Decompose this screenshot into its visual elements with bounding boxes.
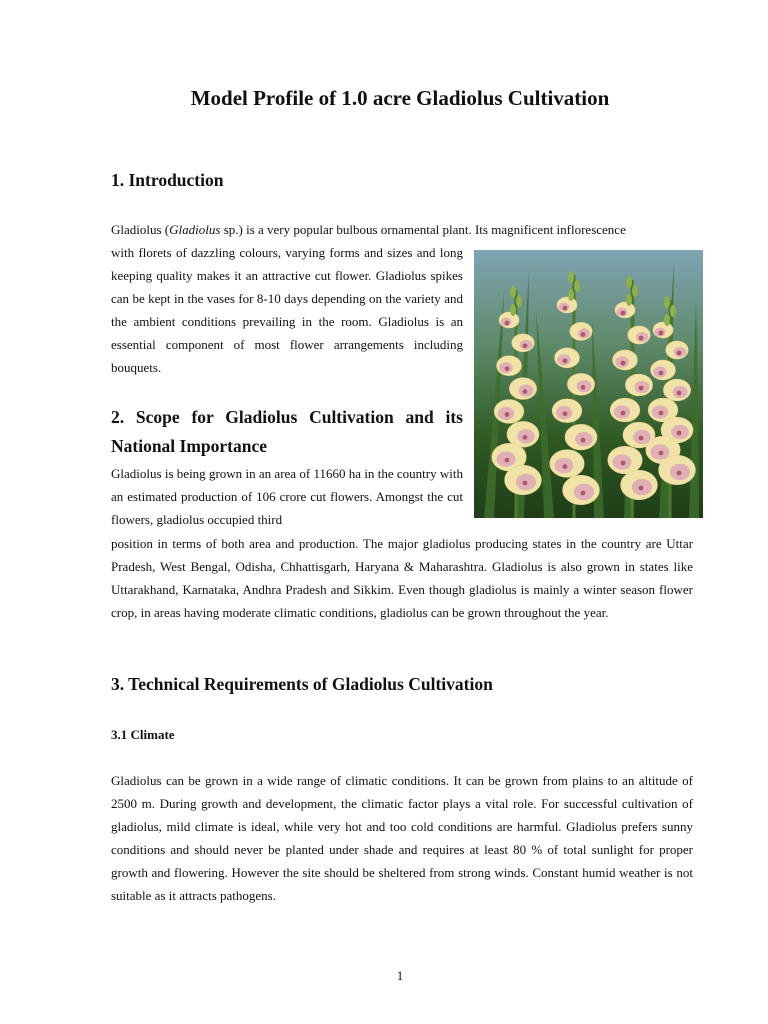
page-number: 1 — [396, 968, 404, 983]
introduction-paragraph: with florets of dazzling colours, varying forms and sizes and long keeping quality makes it an attractive cut flower. Gladiolus spikes can be kept in the vases for 8-10 days depending on the variety and the ambient conditions prevailing in the room. Gladiolus is an essential component of most flower arrangements including bouquets. — [111, 245, 463, 375]
climate-paragraph: Gladiolus can be grown in a wide range of climatic conditions. It can be grown from plains to an altitude of 2500 m. During growth and development, the climatic factor plays a vital role. For successful cultivation of gladiolus, mild climate is ideal, while very hot and too cold conditions are harmful. Gladiolus prefers sunny conditions and should never be planted under shade and requires at least 80 % of total sunlight for proper growth and flowering. However the site should be sheltered from strong winds. Constant humid weather is not suitable as it attracts pathogens. — [111, 773, 693, 903]
scope-paragraph-wrapped: Gladiolus is being grown in an area of 11660 ha in the country with an estimated production of 106 crore cut flowers. Amongst the cut flowers, gladiolus occupied third — [111, 466, 463, 527]
subsection-climate-heading: 3.1 Climate — [111, 727, 175, 742]
section-scope-heading: 2. Scope for Gladiolus Cultivation and its National Importance — [111, 407, 463, 456]
introduction-lead-genus: Gladiolus — [169, 222, 221, 237]
introduction-lead-line — [111, 219, 693, 242]
section-introduction-heading: 1. Introduction — [111, 170, 224, 190]
section-technical-heading: 3. Technical Requirements of Gladiolus Cultivation — [111, 674, 493, 694]
document-title: Model Profile of 1.0 acre Gladiolus Cultivation — [190, 86, 610, 110]
gladiolus-flower-photo — [474, 250, 703, 518]
introduction-lead-text-1: Gladiolus ( — [111, 222, 170, 237]
introduction-lead-text-2: sp.) is a very popular bulbous ornamental plant. Its magnificent inflorescence — [220, 222, 626, 237]
scope-paragraph: position in terms of both area and production. The major gladiolus producing states in the country are Uttar Pradesh, West Bengal, Odisha, Chhattisgarh, Haryana & Maharashtra. Gladiolus is also grown in states like Uttarakhand, Karnataka, Andhra Pradesh and Sikkim. Even though gladiolus is mainly a winter season flower crop, in areas having moderate climatic conditions, gladiolus can be grown throughout the year. — [111, 536, 693, 620]
